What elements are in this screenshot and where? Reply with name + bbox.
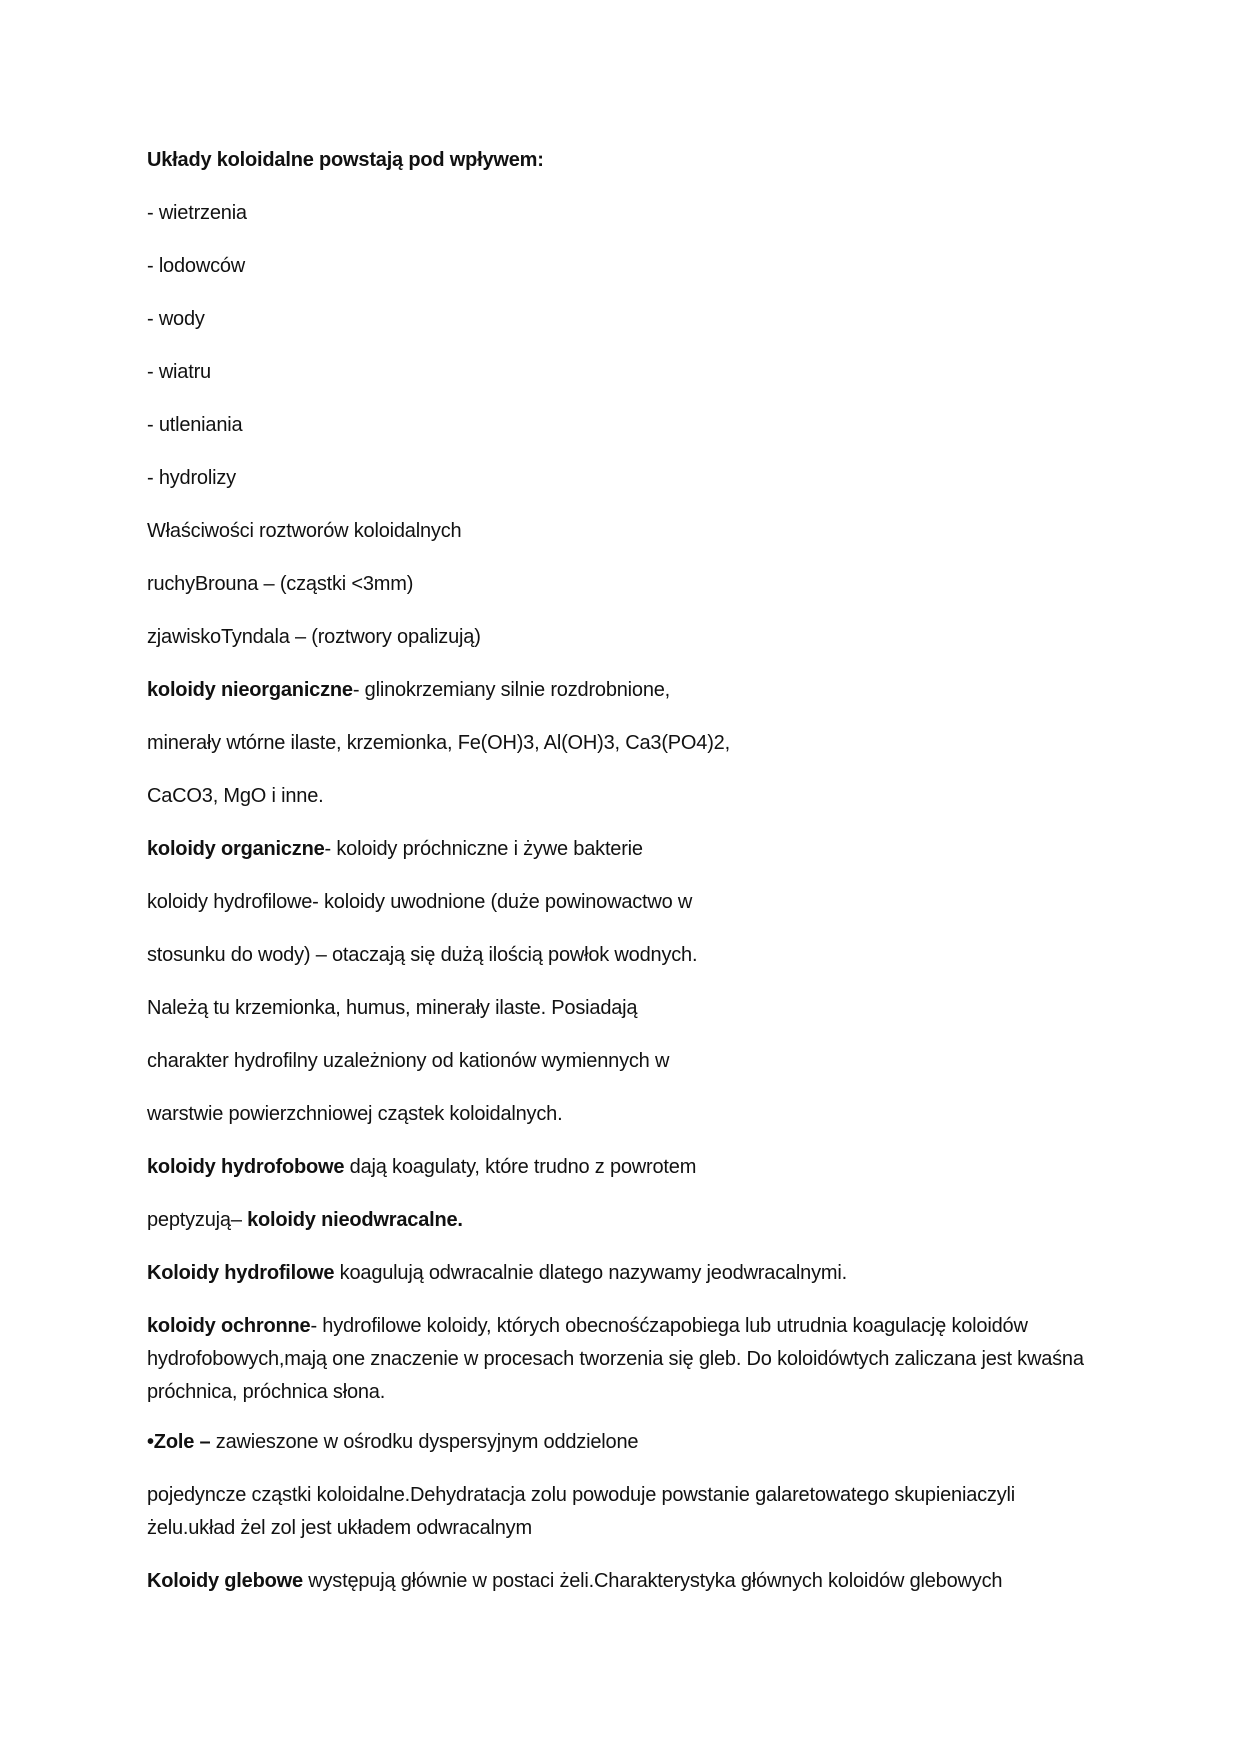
organic-colloids-paragraph (147, 833, 1087, 866)
hydrophilic-line-2: stosunku do wody) – otaczają się dużą ilością powłok wodnych. (147, 944, 698, 966)
hydrophilic2-text: koagulują odwracalnie dlatego nazywamy jeodwracalnymi. (334, 1262, 847, 1284)
peptize-line (147, 1204, 1087, 1237)
soil-text: występują głównie w postaci żeli.Charakterystyka głównych koloidów glebowych (302, 1570, 1003, 1592)
hydrophobic-text: dają koagulaty, które trudno z powrotem (344, 1156, 697, 1178)
hydrophobic-term: koloidy hydrofobowe (147, 1156, 345, 1178)
inorganic-text: - glinokrzemiany silnie rozdrobnione, (352, 679, 671, 701)
inorganic-colloids-paragraph (147, 674, 1087, 707)
properties-title: Właściwości roztworów koloidalnych (147, 520, 462, 542)
protective-text: - hydrofilowe koloidy, których obecnośćzapobiega lub utrudnia koagulację koloidów hydrofobowych,mają one znaczenie w procesach tworzenia się gleb. Do koloidówtych zaliczana jest kwaśna próchnica, próchnica słona. (147, 1315, 1084, 1403)
hydrophilic-line-1: koloidy hydrofilowe- koloidy uwodnione (duże powinowactwo w (147, 891, 693, 913)
irreversible-term: koloidy nieodwracalne. (247, 1209, 463, 1231)
sols-paragraph (147, 1426, 1087, 1459)
peptize-text: peptyzują– (147, 1209, 248, 1231)
sols-continuation: pojedyncze cząstki koloidalne.Dehydratacja zolu powoduje powstanie galaretowatego skupieniaczyli żelu.układ żel zol jest układem odwracalnym (147, 1484, 1015, 1539)
protective-colloids-paragraph (147, 1310, 1087, 1409)
brownian-motion-line: ruchyBrouna – (cząstki <3mm) (147, 573, 414, 595)
list-item: - lodowców (147, 255, 246, 277)
hydrophilic-line-3: Należą tu krzemionka, humus, minerały ilaste. Posiadają (147, 997, 638, 1019)
organic-text: - koloidy próchniczne i żywe bakterie (324, 838, 643, 860)
inorganic-line-2: minerały wtórne ilaste, krzemionka, Fe(OH)3, Al(OH)3, Ca3(PO4)2, (147, 732, 730, 754)
hydrophilic-coagulation-paragraph (147, 1257, 1087, 1290)
sols-text: zawieszone w ośrodku dyspersyjnym oddzielone (210, 1431, 639, 1453)
sols-term: •Zole – (147, 1431, 211, 1453)
list-item: - wiatru (147, 361, 211, 383)
soil-term: Koloidy glebowe (147, 1570, 303, 1592)
list-item: - wietrzenia (147, 202, 247, 224)
hydrophobic-paragraph (147, 1151, 1087, 1184)
hydrophilic2-term: Koloidy hydrofilowe (147, 1262, 335, 1284)
list-item: - hydrolizy (147, 467, 236, 489)
soil-colloids-paragraph (147, 1565, 1087, 1598)
hydrophilic-line-4: charakter hydrofilny uzależniony od kationów wymiennych w (147, 1050, 670, 1072)
list-item: - wody (147, 308, 205, 330)
heading: Układy koloidalne powstają pod wpływem: (147, 149, 544, 171)
list-item: - utleniania (147, 414, 243, 436)
protective-term: koloidy ochronne (147, 1315, 311, 1337)
organic-term: koloidy organiczne (147, 838, 325, 860)
tyndall-effect-line: zjawiskoTyndala – (roztwory opalizują) (147, 626, 481, 648)
inorganic-term: koloidy nieorganiczne (147, 679, 353, 701)
hydrophilic-line-5: warstwie powierzchniowej cząstek koloidalnych. (147, 1103, 563, 1125)
inorganic-line-3: CaCO3, MgO i inne. (147, 785, 324, 807)
